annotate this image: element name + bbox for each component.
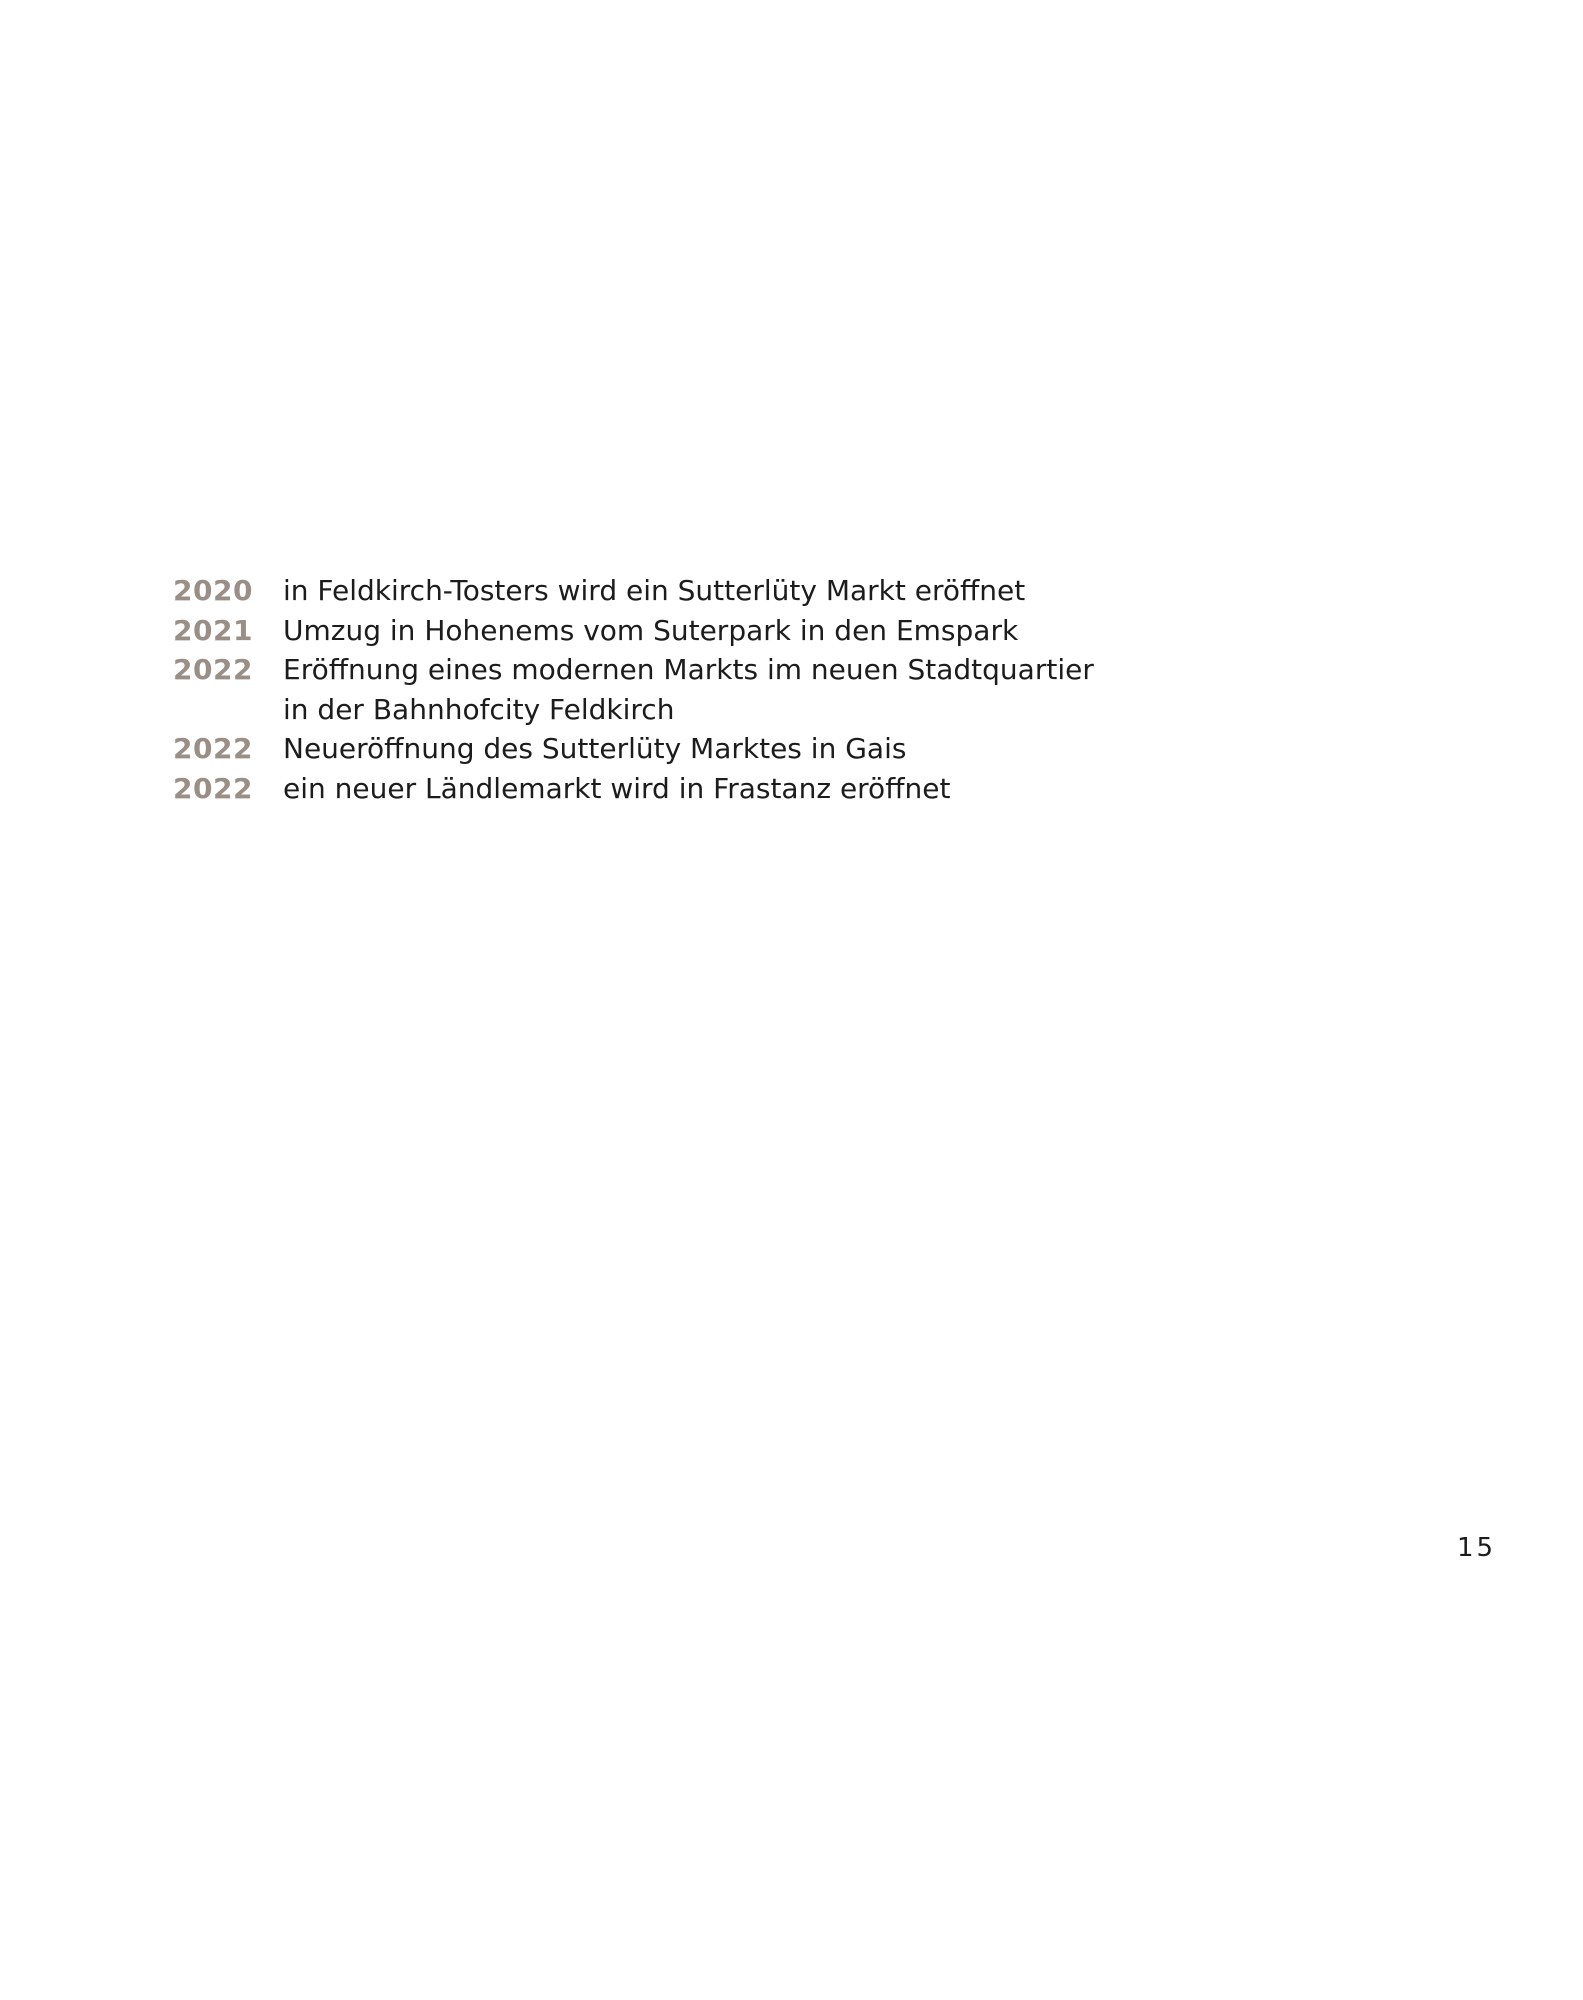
- timeline-description: [283, 571, 1025, 611]
- timeline-year: 2021: [173, 613, 253, 647]
- timeline-entry: [173, 729, 1273, 769]
- timeline-description-line: in Feldkirch-Tosters wird ein Sutterlüty Markt eröffnet: [283, 574, 1026, 607]
- timeline-description-line: Umzug in Hohenems vom Suterpark in den Emspark: [283, 613, 1019, 647]
- timeline-year: 2022: [173, 771, 253, 805]
- timeline-description: [283, 729, 906, 769]
- timeline-year: 2020: [173, 574, 253, 607]
- timeline-year: 2022: [173, 732, 253, 765]
- page-number: 15: [1457, 1533, 1497, 1563]
- timeline-entry: [173, 769, 1273, 809]
- timeline-description-line: in der Bahnhofcity Feldkirch: [283, 692, 675, 726]
- timeline-description-line: ein neuer Ländlemarkt wird in Frastanz eröffnet: [283, 771, 951, 805]
- timeline-entry: [173, 571, 1273, 611]
- timeline-description-line: Eröffnung eines modernen Markts im neuen Stadtquartier: [283, 653, 1094, 686]
- timeline-year: 2022: [173, 653, 253, 686]
- timeline-entry: [173, 650, 1273, 729]
- timeline-description: [283, 611, 1018, 651]
- timeline-entry: [173, 611, 1273, 651]
- timeline: [173, 571, 1273, 808]
- timeline-description: [283, 650, 1094, 729]
- timeline-description-line: Neueröffnung des Sutterlüty Marktes in Gais: [283, 732, 907, 765]
- timeline-description: [283, 769, 950, 809]
